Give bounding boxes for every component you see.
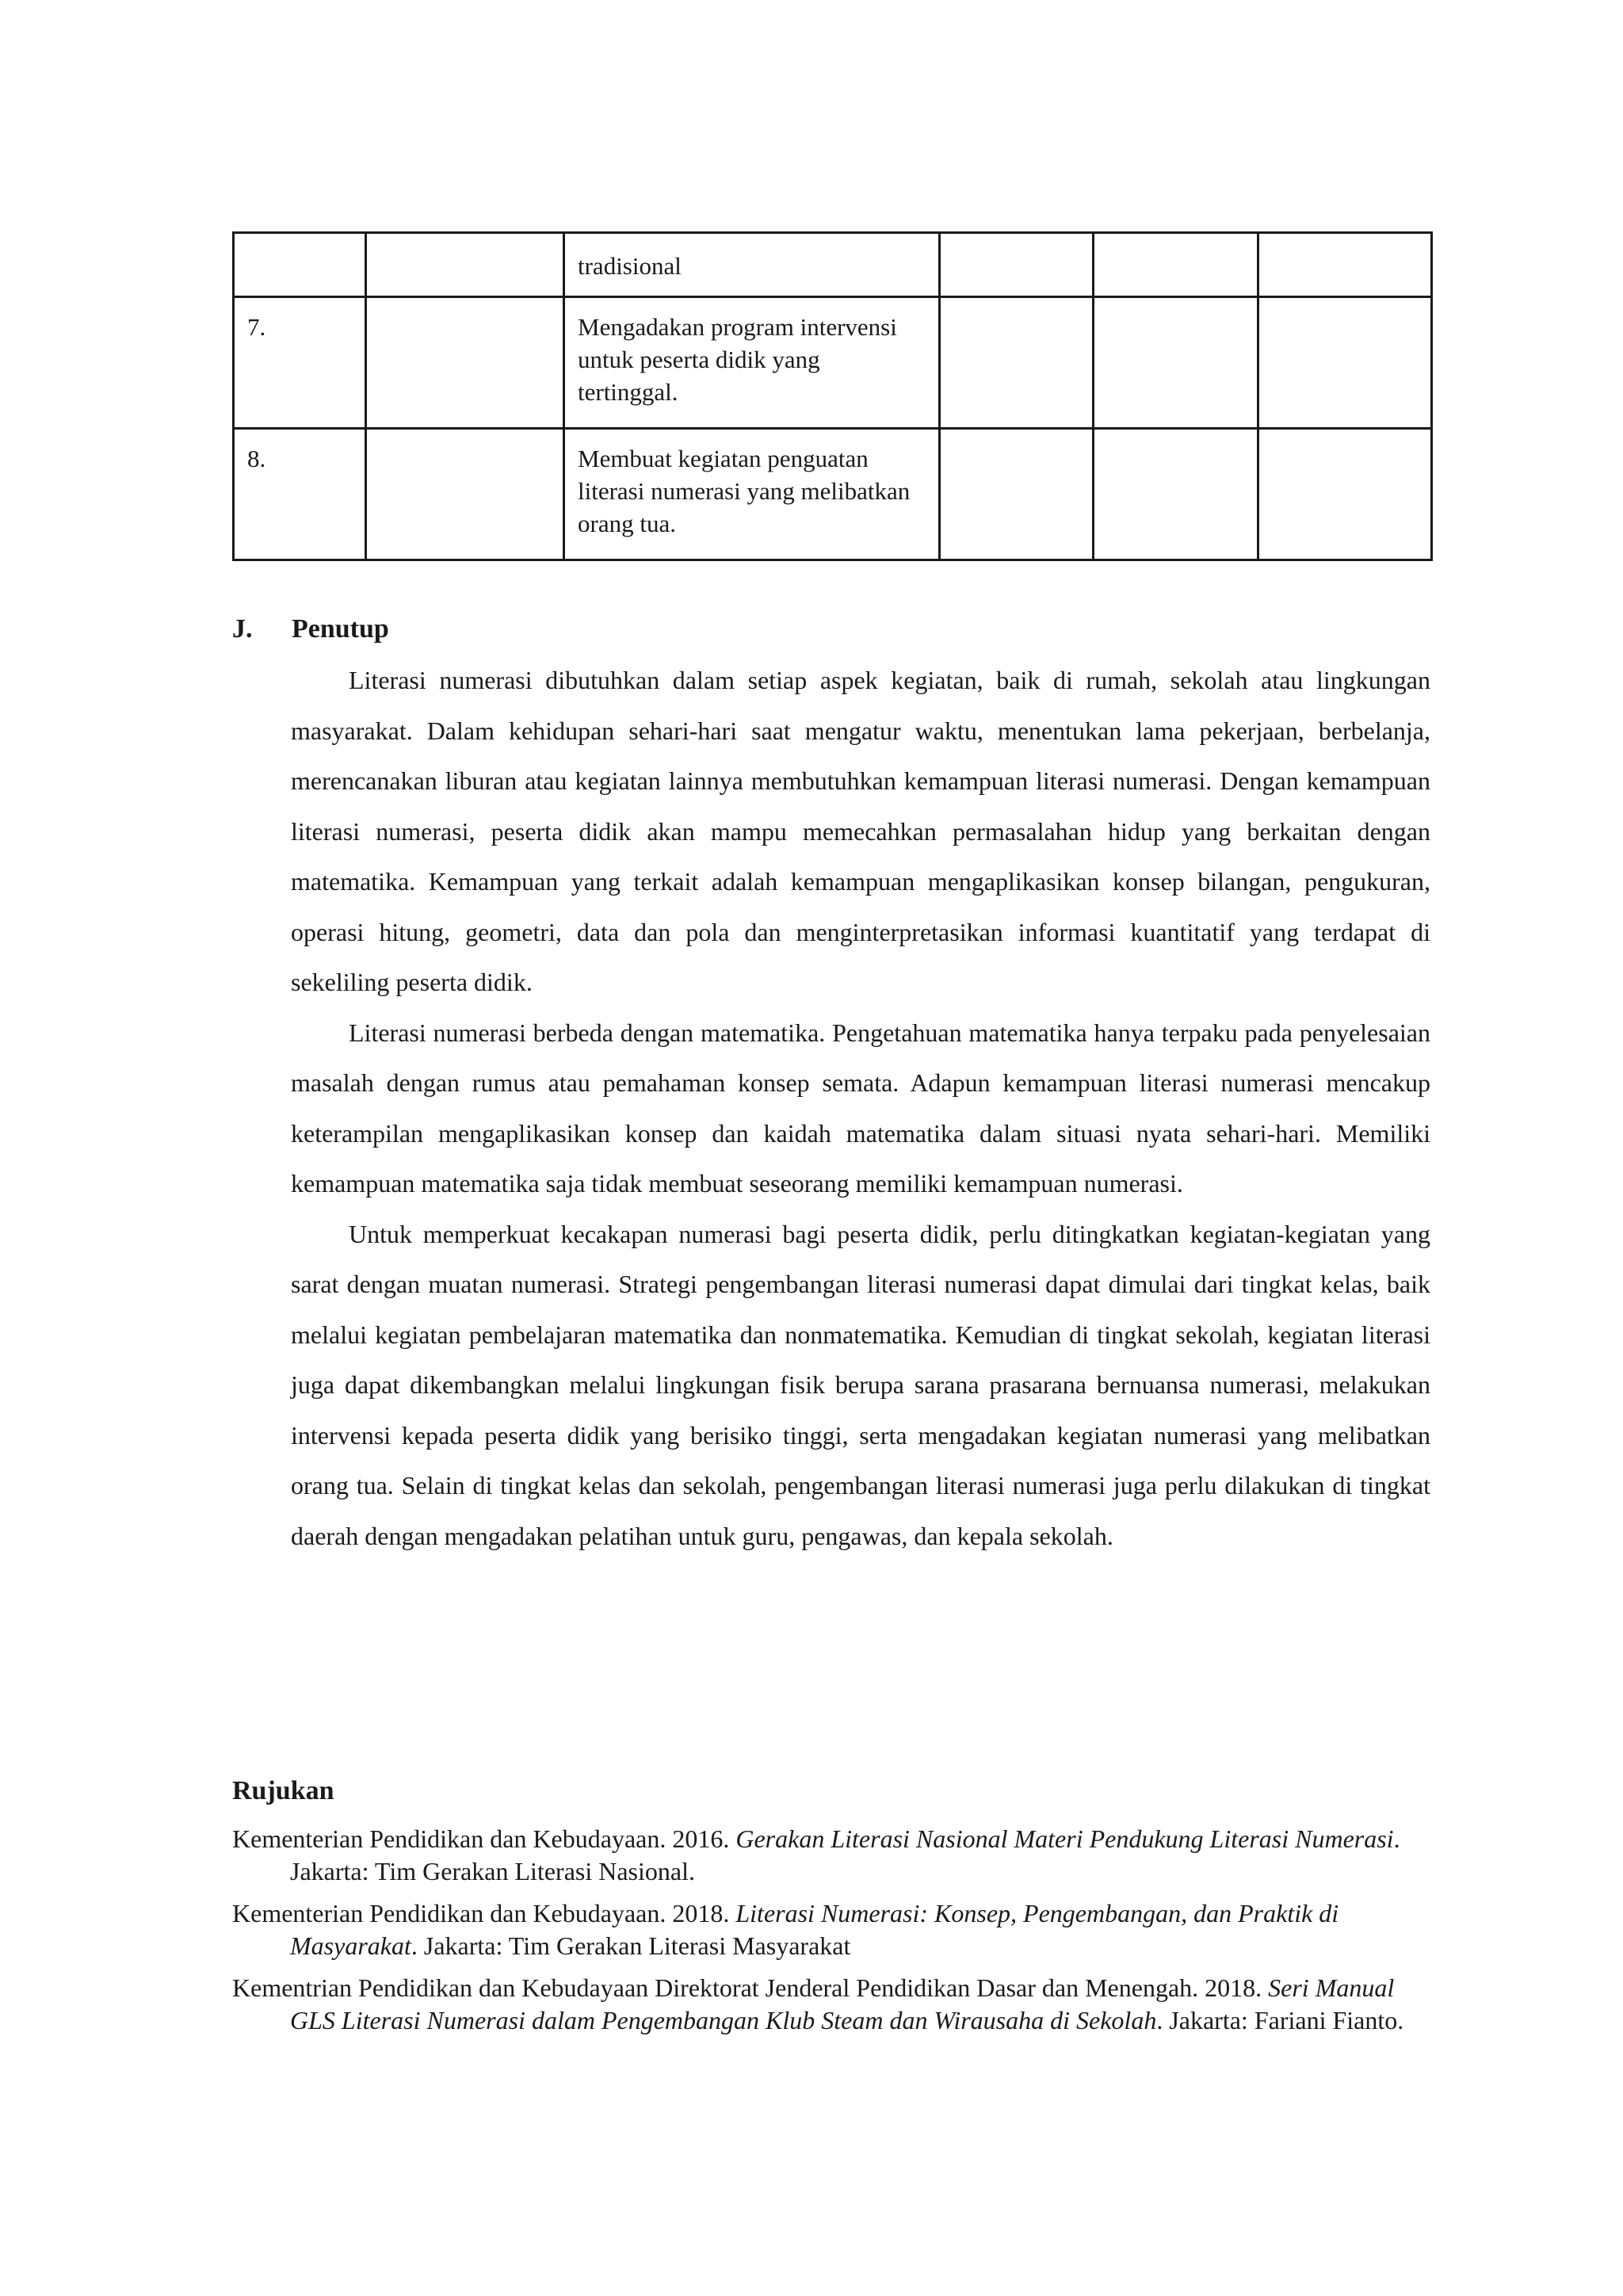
table-row xyxy=(234,233,1432,297)
paragraph: Literasi numerasi dibutuhkan dalam setiap aspek kegiatan, baik di rumah, sekolah atau lingkungan masyarakat. Dalam kehidupan sehari-hari saat mengatur waktu, menentukan lama pekerjaan, berbelanja, merencanakan liburan atau kegiatan lainnya membutuhkan kemampuan literasi numerasi. Dengan kemampuan literasi numerasi, peserta didik akan mampu memecahkan permasalahan hidup yang berkaitan dengan matematika. Kemampuan yang terkait adalah kemampuan mengaplikasikan konsep bilangan, pengukuran, operasi hitung, geometri, data dan pola dan menginterpretasikan informasi kuantitatif yang terdapat di sekeliling peserta didik. xyxy=(291,666,1430,996)
reference-publisher: . Jakarta: Fariani Fianto. xyxy=(1156,2006,1404,2034)
reference-author: Kementerian Pendidikan dan Kebudayaan. 2018. xyxy=(232,1899,736,1927)
paragraph: Untuk memperkuat kecakapan numerasi bagi peserta didik, perlu ditingkatkan kegiatan-kegiatan yang sarat dengan muatan numerasi. Strategi pengembangan literasi numerasi dapat dimulai dari tingkat kelas, baik melalui kegiatan pembelajaran matematika dan nonmatematika. Kemudian di tingkat sekolah, kegiatan literasi juga dapat dikembangkan melalui lingkungan fisik berupa sarana prasarana bernuansa numerasi, melakukan intervensi kepada peserta didik yang berisiko tinggi, serta mengadakan kegiatan numerasi yang melibatkan orang tua. Selain di tingkat kelas dan sekolah, pengembangan literasi numerasi juga perlu dilakukan di tingkat daerah dengan mengadakan pelatihan untuk guru, pengawas, dan kepala sekolah. xyxy=(291,1219,1430,1550)
section-title: Penutup xyxy=(292,614,389,644)
table-cell xyxy=(1258,429,1432,560)
table-cell xyxy=(1258,233,1432,297)
table-row xyxy=(234,429,1432,560)
reference-item xyxy=(232,1823,1430,1888)
table-cell xyxy=(1094,429,1258,560)
table-cell xyxy=(1094,233,1258,297)
reference-author: Kementerian Pendidikan dan Kebudayaan. 2016. xyxy=(232,1824,736,1853)
table-cell xyxy=(366,429,564,560)
table-cell xyxy=(1094,297,1258,429)
table-cell-activity: tradisional xyxy=(564,233,940,297)
reference-author: Kementrian Pendidikan dan Kebudayaan Direktorat Jenderal Pendidikan Dasar dan Menengah. 2018. xyxy=(232,1973,1269,2002)
section-heading xyxy=(232,612,389,647)
section-letter: J. xyxy=(232,614,253,644)
activity-table xyxy=(232,231,1433,561)
references-list xyxy=(232,1823,1430,2046)
table-cell xyxy=(366,297,564,429)
reference-title: Gerakan Literasi Nasional Materi Pendukung Literasi Numerasi xyxy=(735,1824,1394,1853)
table-cell-number xyxy=(234,233,366,297)
reference-item xyxy=(232,1897,1430,1962)
table-row xyxy=(234,297,1432,429)
table-cell-activity: Membuat kegiatan penguatan literasi numerasi yang melibatkan orang tua. xyxy=(564,429,940,560)
table-cell xyxy=(940,297,1094,429)
reference-title: Literasi Numerasi: Konsep, Pengembangan, dan Praktik di Masyarakat xyxy=(290,1899,1339,1960)
table-cell xyxy=(940,429,1094,560)
references-heading: Rujukan xyxy=(232,1776,334,1805)
table-cell xyxy=(940,233,1094,297)
section-body xyxy=(291,655,1430,1561)
reference-title: Seri Manual GLS Literasi Numerasi dalam Pengembangan Klub Steam dan Wirausaha di Sekolah xyxy=(290,1973,1395,2034)
table-cell-number: 8. xyxy=(234,429,366,560)
reference-item xyxy=(232,1972,1430,2037)
paragraph: Literasi numerasi berbeda dengan matematika. Pengetahuan matematika hanya terpaku pada penyelesaian masalah dengan rumus atau pemahaman konsep semata. Adapun kemampuan literasi numerasi mencakup keterampilan mengaplikasikan konsep dan kaidah matematika dalam situasi nyata sehari-hari. Memiliki kemampuan matematika saja tidak membuat seseorang memiliki kemampuan numerasi. xyxy=(291,1018,1430,1198)
table-cell xyxy=(366,233,564,297)
reference-publisher: . Jakarta: Tim Gerakan Literasi Masyarakat xyxy=(411,1931,851,1960)
table-cell-activity: Mengadakan program intervensi untuk peserta didik yang tertinggal. xyxy=(564,297,940,429)
table-cell xyxy=(1258,297,1432,429)
table-cell-number: 7. xyxy=(234,297,366,429)
reference-publisher: . Jakarta: Tim Gerakan Literasi Nasional. xyxy=(290,1824,1400,1885)
